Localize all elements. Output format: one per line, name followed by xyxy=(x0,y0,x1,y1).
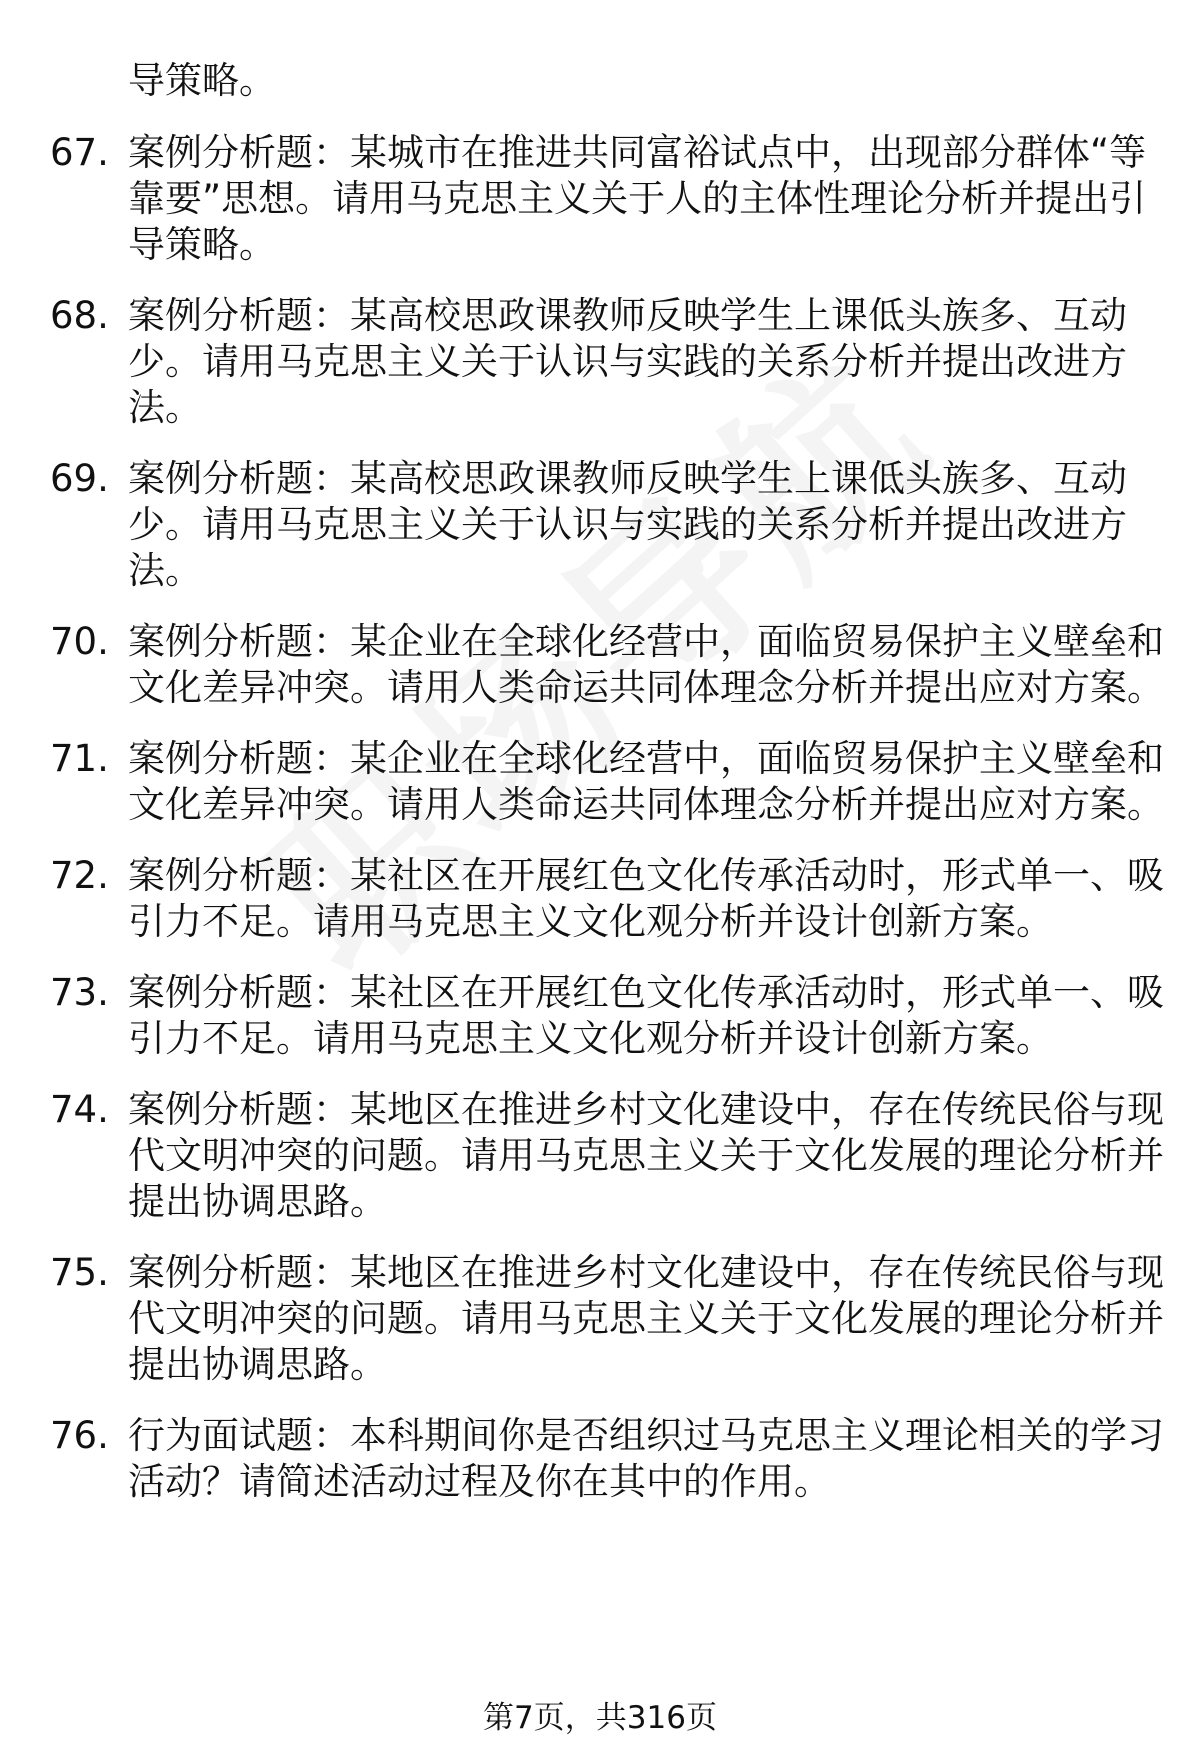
question-number: 73. xyxy=(50,971,109,1014)
question-number: 67. xyxy=(50,131,109,174)
question-line: 行为面试题：本科期间你是否组织过马克思主义理论相关的学习 xyxy=(128,1414,1164,1457)
question-line: 少。请用马克思主义关于认识与实践的关系分析并提出改进方 xyxy=(128,340,1127,383)
question-number: 75. xyxy=(50,1251,109,1294)
question-line: 提出协调思路。 xyxy=(128,1180,387,1223)
question-number: 70. xyxy=(50,620,109,663)
question-line: 案例分析题：某企业在全球化经营中，面临贸易保护主义壁垒和 xyxy=(128,620,1164,663)
question-number: 71. xyxy=(50,737,109,780)
question-line: 法。 xyxy=(128,386,202,429)
continuation-line: 导策略。 xyxy=(128,59,276,102)
question-number: 76. xyxy=(50,1414,109,1457)
question-line: 案例分析题：某城市在推进共同富裕试点中，出现部分群体“等 xyxy=(128,131,1147,174)
question-number: 68. xyxy=(50,294,109,337)
question-number: 74. xyxy=(50,1088,109,1131)
question-line: 案例分析题：某社区在开展红色文化传承活动时，形式单一、吸 xyxy=(128,854,1164,897)
page-footer: 第7页，共316页 xyxy=(483,1700,717,1736)
question-line: 代文明冲突的问题。请用马克思主义关于文化发展的理论分析并 xyxy=(128,1134,1164,1177)
question-line: 案例分析题：某高校思政课教师反映学生上课低头族多、互动 xyxy=(128,457,1127,500)
question-number: 72. xyxy=(50,854,109,897)
question-line: 文化差异冲突。请用人类命运共同体理念分析并提出应对方案。 xyxy=(128,666,1164,709)
question-number: 69. xyxy=(50,457,109,500)
question-line: 案例分析题：某企业在全球化经营中，面临贸易保护主义壁垒和 xyxy=(128,737,1164,780)
question-line: 案例分析题：某高校思政课教师反映学生上课低头族多、互动 xyxy=(128,294,1127,337)
question-line: 靠要”思想。请用马克思主义关于人的主体性理论分析并提出引 xyxy=(128,177,1147,220)
question-line: 代文明冲突的问题。请用马克思主义关于文化发展的理论分析并 xyxy=(128,1297,1164,1340)
question-line: 案例分析题：某地区在推进乡村文化建设中，存在传统民俗与现 xyxy=(128,1251,1164,1294)
question-line: 活动？请简述活动过程及你在其中的作用。 xyxy=(128,1460,831,1503)
question-line: 案例分析题：某地区在推进乡村文化建设中，存在传统民俗与现 xyxy=(128,1088,1164,1131)
question-line: 提出协调思路。 xyxy=(128,1343,387,1386)
question-line: 引力不足。请用马克思主义文化观分析并设计创新方案。 xyxy=(128,1017,1053,1060)
question-line: 文化差异冲突。请用人类命运共同体理念分析并提出应对方案。 xyxy=(128,783,1164,826)
question-line: 法。 xyxy=(128,549,202,592)
question-line: 引力不足。请用马克思主义文化观分析并设计创新方案。 xyxy=(128,900,1053,943)
question-line: 少。请用马克思主义关于认识与实践的关系分析并提出改进方 xyxy=(128,503,1127,546)
question-line: 导策略。 xyxy=(128,223,276,266)
question-line: 案例分析题：某社区在开展红色文化传承活动时，形式单一、吸 xyxy=(128,971,1164,1014)
